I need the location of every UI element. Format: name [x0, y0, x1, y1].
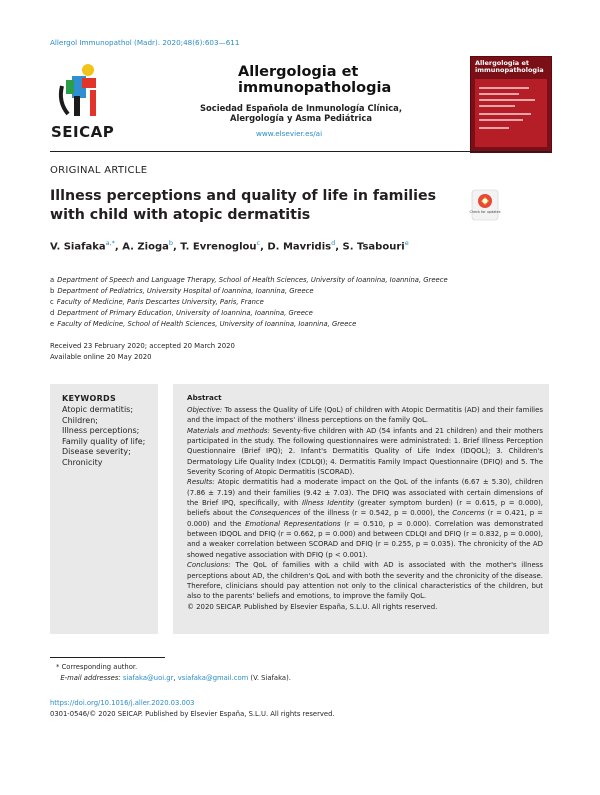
seicap-wordmark: SEICAP [51, 123, 115, 141]
keyword: Family quality of life; [62, 436, 146, 446]
email-link[interactable]: vsiafaka@gmail.com [177, 673, 249, 682]
article-dates [50, 341, 235, 362]
journal-cover-thumbnail [470, 56, 552, 153]
affiliation: a Department of Speech and Language Therapy, School of Health Sciences, University of Ioannina, Ioannina, Greece [50, 276, 448, 284]
author-affil-mark: d [331, 239, 336, 247]
affiliation: c Faculty of Medicine, Paris Descartes University, Paris, France [50, 298, 264, 306]
author-name: V. Siafaka [50, 241, 106, 253]
abstract-results: Results: Atopic dermatitis had a moderate impact on the QoL of the infants (6.67 ± 5.30), children (7.86 ± 7.19) and their families (9.42 ± 7.03). The DFIQ was associated with certain dimensions of the Brief IPQ, specifically, with Illness Identity (greater symptom burden) (r = 0.615, p = 0.000), beliefs about the Consequences of the illness (r = 0.542, p = 0.000), the Concerns (r = 0.421, p = 0.000) and the Emotional Representations (r = 0.510, p = 0.000). Correlation was demonstrated between IDQOL and DFIQ (r = 0.662, p = 0.000) and between CDLQI and DFIQ (r = 0.832, p = 0.000), and a weaker correlation between SCORAD and DFIQ (r = 0.255, p = 0.035). The chronicity of the AD showed negative association with DFIQ (p < 0.001). [187, 478, 544, 559]
doi-link[interactable]: https://doi.org/10.1016/j.aller.2020.03.003 [50, 699, 195, 707]
author-name: S. Tsabouri [342, 241, 405, 253]
society-name: Sociedad Española de Inmunología Clínica, Alergología y Asma Pediátrica [199, 103, 402, 123]
abstract-methods: Materials and methods: Seventy-five children with AD (54 infants and 21 children) and their mothers participated in the study. The following questionnaires were administrated: 1. Brief Illness Perception Questionnaire (Brief IPQ); 2. Infant's Dermatitis Quality of Life Index (IDQOL); 3. Children's Dermatology Life Quality Index (CDLQI); 4. Dermatitis Family Impact Questionnaire (DFIQ) and 5. The Severity Scoring of Atopic Dermatitis (SCORAD). [187, 426, 543, 477]
check-for-updates-label: Check for updates [469, 210, 501, 214]
article-footer [50, 698, 335, 719]
keywords-heading: KEYWORDS [62, 394, 117, 403]
email-addresses: E-mail addresses: siafaka@uoi.gr, vsiafaka@gmail.com (V. Siafaka). [60, 673, 291, 682]
author-affil-mark: e [404, 239, 409, 247]
check-for-updates-icon[interactable] [469, 190, 501, 220]
journal-reference[interactable]: Allergol Immunopathol (Madr). 2020;48(6):603—611 [50, 38, 240, 47]
author-name: A. Zioga [122, 241, 169, 253]
author-affil-mark: a,* [105, 239, 115, 247]
abstract-heading: Abstract [187, 393, 222, 402]
corresponding-author-note: * Corresponding author. [56, 663, 138, 671]
author-name: T. Evrenoglou [180, 241, 257, 253]
keyword: Illness perceptions; [62, 426, 140, 436]
author-name: D. Mavridis [267, 241, 332, 253]
email-link[interactable]: siafaka@uoi.gr [122, 673, 174, 682]
keywords-box [50, 384, 158, 634]
header-divider [50, 151, 550, 152]
affiliation: b Department of Pediatrics, University Hospital of Ioannina, Ioannina, Greece [50, 287, 314, 295]
footnotes [56, 662, 291, 683]
keyword: Atopic dermatitis; [62, 405, 134, 414]
footnote-rule [50, 657, 165, 658]
affiliation: e Faculty of Medicine, School of Health Sciences, University of Ioannina, Ioannina, Greece [50, 320, 357, 328]
article-title: Illness perceptions and quality of life in families with child with atopic dermatitis [50, 188, 437, 223]
keyword: Disease severity; [62, 447, 131, 457]
abstract-box [173, 384, 549, 634]
journal-website-link[interactable]: www.elsevier.es/ai [256, 129, 323, 138]
affiliations [50, 275, 550, 330]
author-affil-mark: c [256, 239, 261, 247]
author-list: V. Siafaka$^{a,*}$, A. Zioga$^b$, T. Evrenoglou$^c$, D. Mavridis$^d$, S. Tsabouri$^e$ [50, 239, 409, 253]
author-affil-mark: b [168, 239, 174, 247]
keyword: Children; [62, 415, 98, 425]
article-type: ORIGINAL ARTICLE [50, 165, 148, 176]
keywords-list [62, 405, 145, 469]
abstract-copyright: © 2020 SEICAP. Published by Elsevier España, S.L.U. All rights reserved. [187, 602, 438, 611]
issn-copyright: 0301-0546/© 2020 SEICAP. Published by Elsevier España, S.L.U. All rights reserved. [50, 709, 335, 718]
received-date: Received 23 February 2020; accepted 20 March 2020 [50, 342, 235, 350]
abstract-objective: Objective: To assess the Quality of Life (QoL) of children with Atopic Dermatitis (AD) and their families and the impact of the mothers' illness perceptions on the family QoL. [187, 406, 543, 425]
journal-title: Allergologia et immunopathologia [238, 64, 392, 96]
cover-title: Allergologia et immunopathologia [475, 59, 544, 74]
abstract-conclusions: Conclusions: The QoL of families with a child with AD is associated with the mother's illness perceptions about AD, the children's QoL and with both the severity and the chronicity of the disease. Therefore, clinicians should pay attention not only to the clinical characteristics of the children, but also to the parents' beliefs and emotions, to improve the family QoL. [187, 561, 543, 601]
available-online-date: Available online 20 May 2020 [50, 352, 152, 361]
affiliation: d Department of Primary Education, University of Ioannina, Ioannina, Greece [50, 309, 313, 317]
keyword: Chronicity [62, 457, 103, 467]
abstract-body [187, 405, 543, 612]
